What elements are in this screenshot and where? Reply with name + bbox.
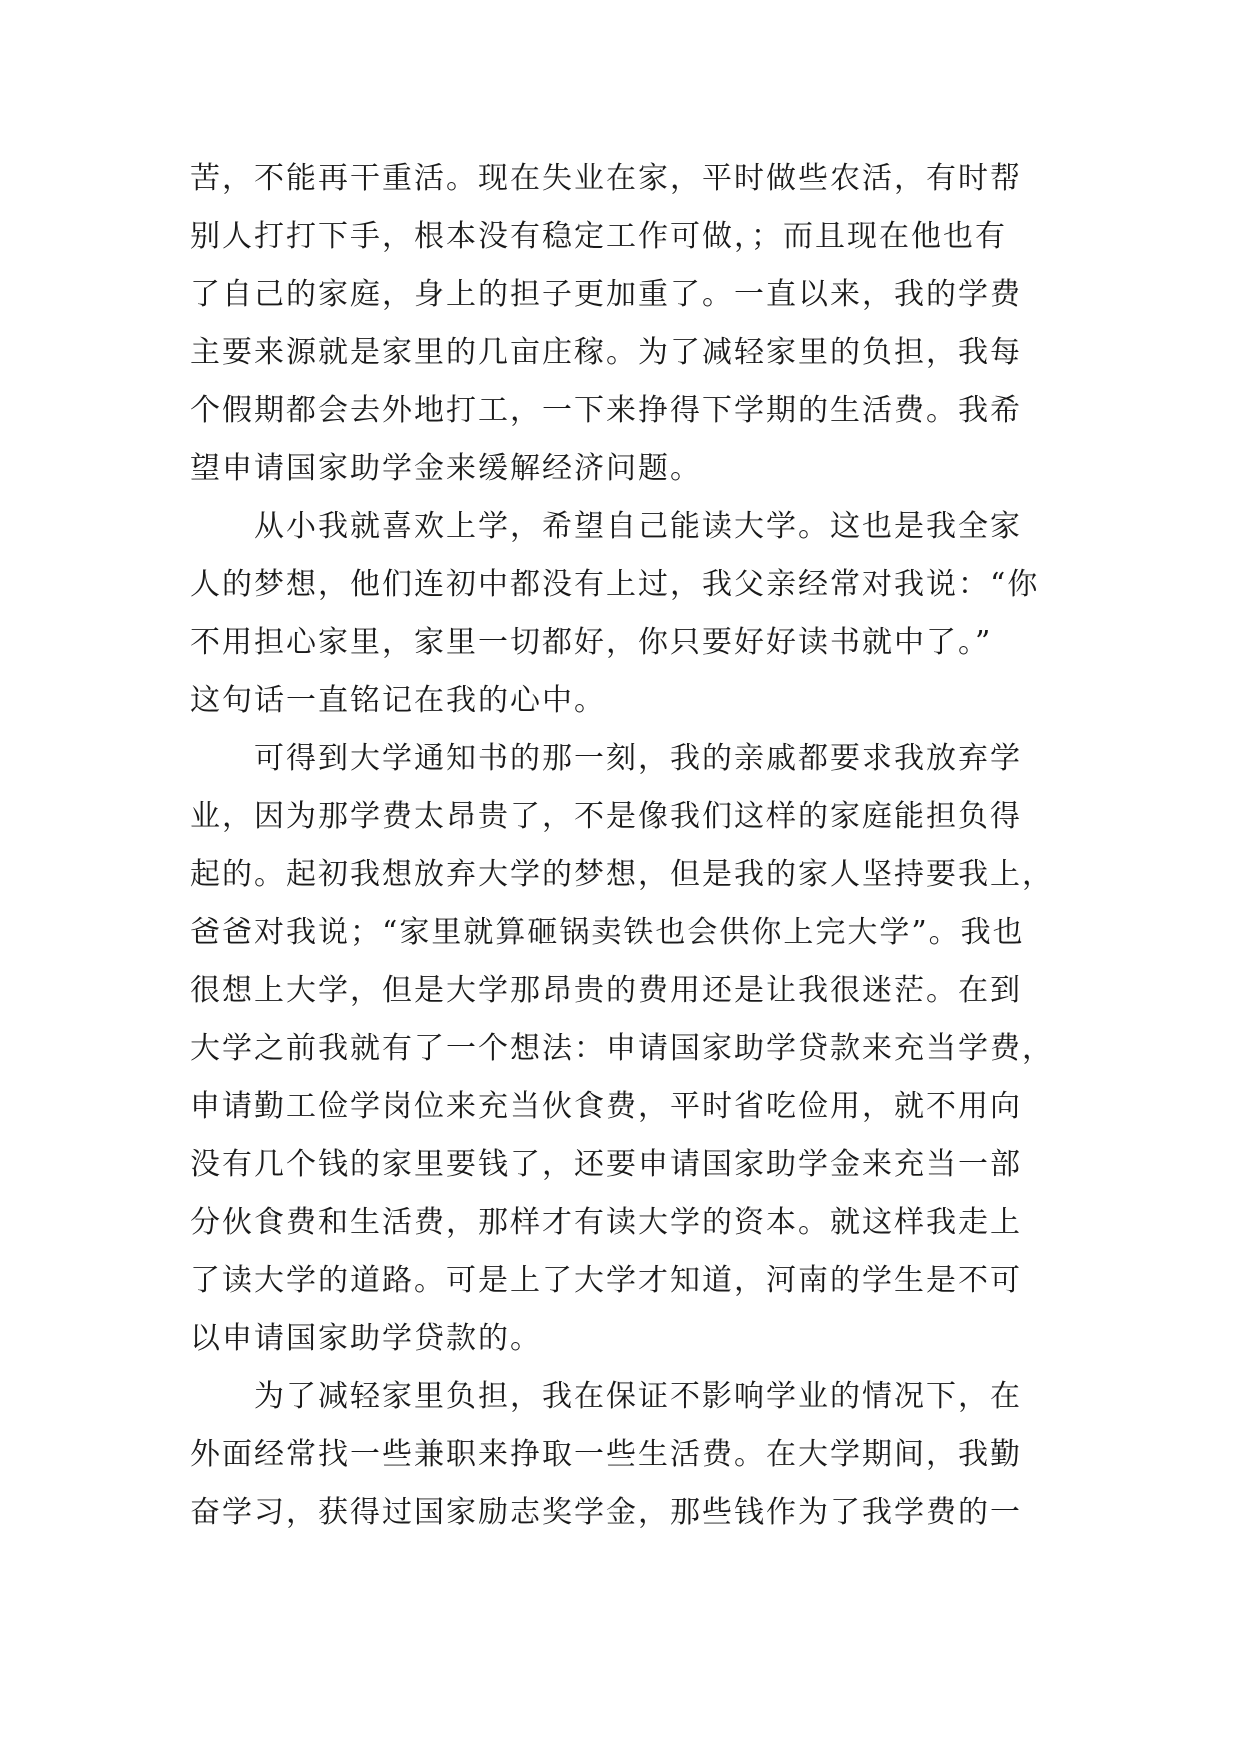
body-text (190, 150, 1090, 1542)
text-line: 个假期都会去外地打工，一下来挣得下学期的生活费。我希 (190, 393, 1022, 428)
text-line: 这句话一直铭记在我的心中。 (190, 683, 606, 718)
text-line: 大学之前我就有了一个想法：申请国家助学贷款来充当学费， (190, 1031, 1054, 1066)
text-line: 人的梦想，他们连初中都没有上过，我父亲经常对我说：“你 (190, 567, 1040, 602)
text-line: 分伙食费和生活费，那样才有读大学的资本。就这样我走上 (190, 1205, 1022, 1240)
text-line: 为了减轻家里负担，我在保证不影响学业的情况下，在 (254, 1379, 1022, 1414)
text-line: 申请勤工俭学岗位来充当伙食费，平时省吃俭用，就不用向 (190, 1089, 1022, 1124)
text-line: 起的。起初我想放弃大学的梦想，但是我的家人坚持要我上， (190, 857, 1054, 892)
text-line: 从小我就喜欢上学，希望自己能读大学。这也是我全家 (254, 509, 1022, 544)
text-line: 主要来源就是家里的几亩庄稼。为了减轻家里的负担，我每 (190, 335, 1022, 370)
text-line: 望申请国家助学金来缓解经济问题。 (190, 451, 702, 486)
text-line: 苦，不能再干重活。现在失业在家，平时做些农活，有时帮 (190, 161, 1022, 196)
text-line: 不用担心家里，家里一切都好，你只要好好读书就中了。” (190, 625, 993, 660)
text-line: 很想上大学，但是大学那昂贵的费用还是让我很迷茫。在到 (190, 973, 1022, 1008)
text-line: 别人打打下手，根本没有稳定工作可做，；而且现在他也有 (190, 219, 1007, 254)
text-line: 没有几个钱的家里要钱了，还要申请国家助学金来充当一部 (190, 1147, 1022, 1182)
text-line: 奋学习，获得过国家励志奖学金，那些钱作为了我学费的一 (190, 1495, 1022, 1530)
text-line: 以申请国家助学贷款的。 (190, 1321, 542, 1356)
text-line: 爸爸对我说；“家里就算砸锅卖铁也会供你上完大学”。我也 (190, 915, 1025, 950)
text-line: 了自己的家庭，身上的担子更加重了。一直以来，我的学费 (190, 277, 1022, 312)
text-line: 外面经常找一些兼职来挣取一些生活费。在大学期间，我勤 (190, 1437, 1022, 1472)
text-line: 了读大学的道路。可是上了大学才知道，河南的学生是不可 (190, 1263, 1022, 1298)
text-line: 业，因为那学费太昂贵了，不是像我们这样的家庭能担负得 (190, 799, 1022, 834)
text-line: 可得到大学通知书的那一刻，我的亲戚都要求我放弃学 (254, 741, 1022, 776)
